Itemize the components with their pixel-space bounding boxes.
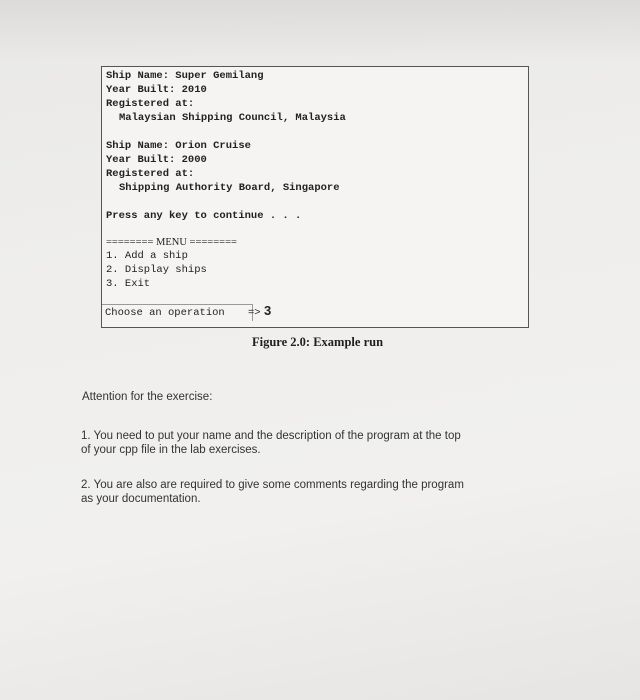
attention-item-2-line-2: as your documentation. bbox=[81, 493, 201, 505]
attention-item-1-line-1: 1. You need to put your name and the description of the program at the top bbox=[81, 430, 461, 442]
menu-item: 1. Add a ship bbox=[106, 250, 188, 262]
console-line: Press any key to continue . . . bbox=[106, 210, 302, 222]
console-line: Year Built: 2010 bbox=[106, 84, 207, 96]
attention-item-1-line-2: of your cpp file in the lab exercises. bbox=[81, 444, 261, 456]
console-line: Registered at: bbox=[106, 98, 195, 110]
console-line: Year Built: 2000 bbox=[106, 154, 207, 166]
menu-item: 3. Exit bbox=[106, 278, 151, 290]
prompt-box bbox=[102, 304, 253, 321]
prompt-arrow: => bbox=[248, 307, 261, 319]
menu-header: ======== MENU ======== bbox=[106, 237, 237, 248]
attention-item-2-line-1: 2. You are also are required to give some comments regarding the program bbox=[81, 479, 464, 491]
console-line: Ship Name: Super Gemilang bbox=[106, 70, 264, 82]
console-output-window bbox=[101, 66, 529, 328]
figure-caption: Figure 2.0: Example run bbox=[252, 335, 384, 349]
prompt-label: Choose an operation bbox=[105, 307, 225, 319]
console-line: Malaysian Shipping Council, Malaysia bbox=[119, 112, 346, 124]
console-line: Ship Name: Orion Cruise bbox=[106, 140, 251, 152]
menu-item: 2. Display ships bbox=[106, 264, 207, 276]
prompt-input-value: 3 bbox=[264, 303, 272, 318]
console-line: Registered at: bbox=[106, 168, 195, 180]
console-line: Shipping Authority Board, Singapore bbox=[119, 182, 340, 194]
screen-glare bbox=[0, 0, 640, 60]
attention-heading: Attention for the exercise: bbox=[82, 391, 213, 403]
